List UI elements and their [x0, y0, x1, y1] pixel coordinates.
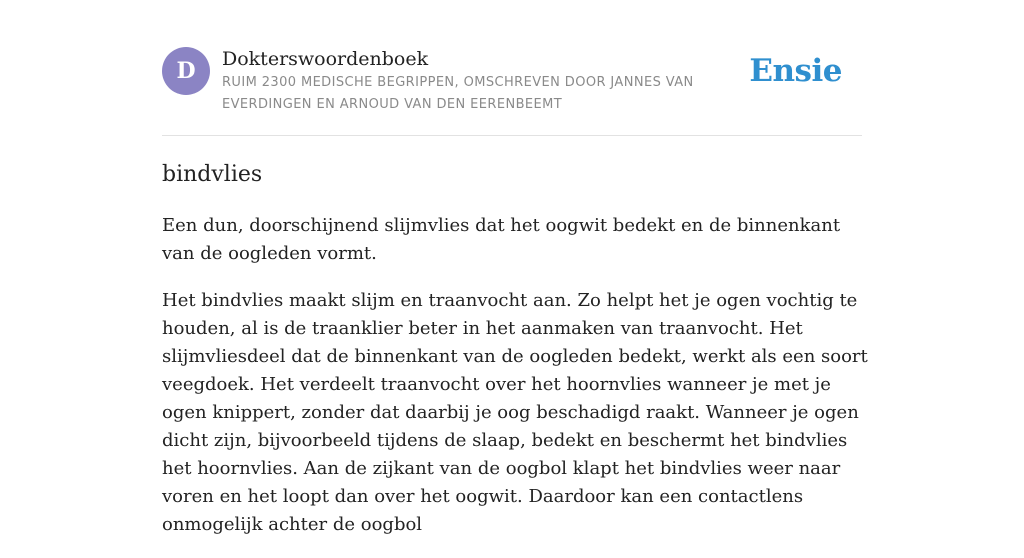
entry-term: bindvlies [162, 162, 263, 187]
entry-definition [162, 212, 874, 558]
source-header [162, 47, 862, 135]
ensie-logo[interactable]: Ensie [749, 53, 842, 89]
definition-paragraph: Een dun, doorschijnend slijmvlies dat het oogwit bedekt en de binnenkant van de oogleden vormt. [162, 215, 841, 264]
source-title[interactable]: Dokterswoordenboek [222, 48, 429, 70]
header-divider [162, 135, 862, 136]
source-subtitle: RUIM 2300 MEDISCHE BEGRIPPEN, OMSCHREVEN DOOR JANNES VAN EVERDINGEN EN ARNOUD VAN DEN EERENBEEMT [222, 75, 694, 112]
source-avatar[interactable]: D [162, 47, 210, 95]
definition-paragraph: Het bindvlies maakt slijm en traanvocht aan. Zo helpt het je ogen vochtig te houden, al is de traanklier beter in het aanmaken van traanvocht. Het slijmvliesdeel dat de binnenkant van de oogleden bedekt, werkt als een soort veegdoek. Het verdeelt traanvocht over het hoornvlies wanneer je met je ogen knippert, zonder dat daarbij je oog beschadigd raakt. Wanneer je ogen dicht zijn, bijvoorbeeld tijdens de slaap, bedekt en beschermt het bindvlies het hoornvlies. Aan de zijkant van de oogbol klapt het bindvlies weer naar voren en het loopt dan over het oogwit. Daardoor kan een contactlens onmogelijk achter de oogbol [162, 290, 868, 535]
